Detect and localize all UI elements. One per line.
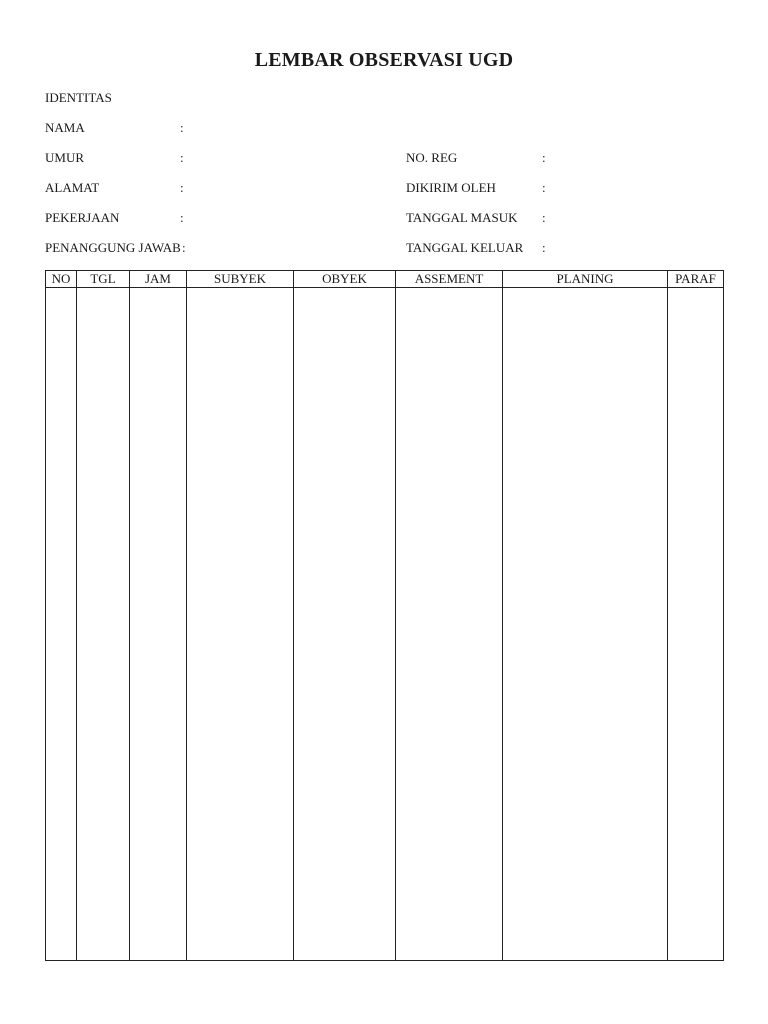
field-no-reg[interactable] [406,150,546,166]
header-subyek: SUBYEK [187,271,294,288]
field-colon: : [180,210,184,225]
field-tanggal-keluar[interactable] [406,240,546,256]
field-label: ALAMAT [45,180,100,195]
cell-no[interactable] [46,288,77,961]
field-colon: : [542,210,546,225]
identity-section-label: IDENTITAS [45,90,112,105]
table-row [46,288,724,961]
field-dikirim-oleh[interactable] [406,180,546,196]
header-planing: PLANING [503,271,668,288]
field-colon: : [542,240,546,255]
cell-obyek[interactable] [294,288,396,961]
field-label: PENANGGUNG JAWAB [45,240,181,255]
field-alamat[interactable] [45,180,184,196]
header-paraf: PARAF [668,271,724,288]
table-header-row [46,271,724,288]
field-colon: : [542,150,546,165]
field-label: UMUR [45,150,85,165]
observation-table [45,270,724,961]
field-nama[interactable] [45,120,184,136]
field-pekerjaan[interactable] [45,210,184,226]
field-label: DIKIRIM OLEH [406,180,496,195]
cell-planing[interactable] [503,288,668,961]
header-assement: ASSEMENT [396,271,503,288]
field-umur[interactable] [45,150,184,166]
page-title: LEMBAR OBSERVASI UGD [254,49,514,71]
cell-assement[interactable] [396,288,503,961]
cell-subyek[interactable] [187,288,294,961]
field-colon: : [180,120,184,135]
header-obyek: OBYEK [294,271,396,288]
header-jam: JAM [130,271,187,288]
field-colon: : [542,180,546,195]
field-colon: : [180,150,184,165]
field-label: TANGGAL MASUK [406,210,518,225]
field-label: NAMA [45,120,85,135]
field-tanggal-masuk[interactable] [406,210,546,226]
header-tgl: TGL [77,271,130,288]
field-colon: : [182,240,186,255]
cell-tgl[interactable] [77,288,130,961]
field-penanggung-jawab[interactable] [45,240,186,256]
cell-jam[interactable] [130,288,187,961]
field-label: TANGGAL KELUAR [406,240,524,255]
field-label: PEKERJAAN [45,210,120,225]
header-no: NO [46,271,77,288]
cell-paraf[interactable] [668,288,724,961]
field-colon: : [180,180,184,195]
field-label: NO. REG [406,150,458,165]
